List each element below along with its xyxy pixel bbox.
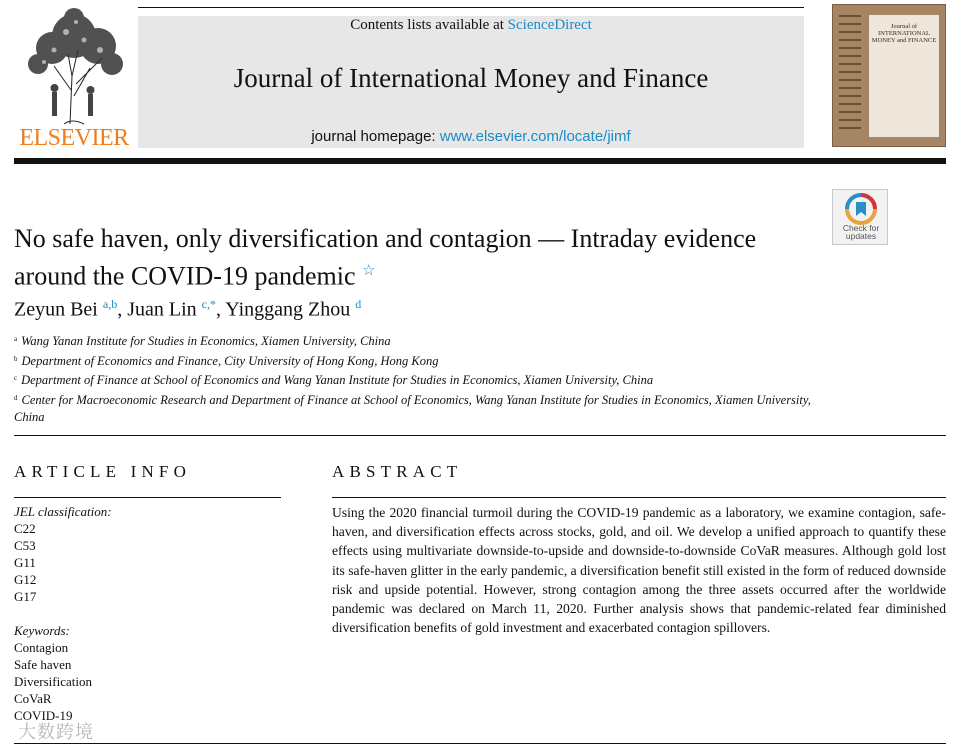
keyword-item[interactable]: Diversification [14,674,92,689]
jel-code[interactable]: G17 [14,589,37,604]
publisher-wordmark: ELSEVIER [19,125,129,151]
contents-line [138,17,804,34]
author-affiliation-mark[interactable]: c,* [201,297,216,311]
jel-label: JEL classification: [14,504,112,519]
section-divider [14,435,946,436]
header-thick-rule [14,158,946,164]
author-affiliation-mark[interactable]: d [355,297,362,311]
homepage-prefix: journal homepage: [311,128,440,145]
jel-code[interactable]: G12 [14,572,37,587]
header-top-rule [138,7,804,8]
author-affiliation-mark[interactable]: a,b [102,297,118,311]
author-name[interactable]: Yinggang Zhou [225,298,351,321]
keyword-item[interactable]: COVID-19 [14,708,73,723]
contents-prefix: Contents lists available at [350,17,508,33]
jel-code[interactable]: G11 [14,555,36,570]
journal-cover-thumbnail[interactable] [832,4,946,147]
affiliation-item: $^c$ Department of Finance at School of Economics and Wang Yanan Institute for Studies in Economics, Xiamen University, China [14,373,654,387]
author-name[interactable]: Juan Lin [127,298,197,321]
cover-contents-strip [839,15,865,137]
keyword-item[interactable]: CoVaR [14,691,52,706]
tree-icon [14,6,134,126]
journal-homepage-line [138,128,804,145]
affiliation-item: $^b$ Department of Economics and Finance, City University of Hong Kong, Hong Kong [14,353,439,368]
affiliation-item: $^d$ Center for Macroeconomic Research and Department of Finance at School of Economics, Wang Yanan Institute for Studies in Economics, Xiamen University, China [14,392,811,424]
author-separator: , [117,298,128,321]
title-footnote-star-icon[interactable]: ☆ [362,263,376,279]
author-name[interactable]: Zeyun Bei [14,298,98,321]
watermark-text: 大数跨境 [18,722,94,743]
abstract-text: Using the 2020 financial turmoil during the COVID-19 pandemic as a laboratory, we examine contagion, safe-haven, and diversification effects across stocks, gold, and oil. We develop a unified approach to quantify these effects using multivariate downside-to-upside and downside-to-downside CoVaR measures. Although gold lost its safe-haven glitter in the early pandemic, a diversification benefit still existed in the form of reduced downside risk and upside potential. However, strong contagion among the three assets occurred after the worldwide pandemic was declared on March 11, 2020. Further analysis shows that pandemic-related fear diminished diversification benefits of gold investment and exacerbated contagion spillovers. [332,505,946,636]
list-gap [14,605,281,622]
article-info-rule [14,497,281,498]
article-title [14,222,804,293]
elsevier-logo[interactable] [14,6,134,152]
keyword-item[interactable]: Safe haven [14,657,72,672]
jel-code[interactable]: C22 [14,521,36,536]
check-for-updates-button[interactable] [832,189,888,245]
keyword-item[interactable]: Contagion [14,640,69,655]
check-updates-icon [845,193,877,225]
journal-title[interactable]: Journal of International Money and Finance [233,63,709,93]
author-list [14,297,361,322]
bottom-rule [14,743,946,744]
sciencedirect-link[interactable]: ScienceDirect [507,17,592,33]
cover-title: Journal of INTERNATIONAL MONEY and FINANCE [869,15,939,137]
article-info-heading: ARTICLE INFO [14,462,192,481]
author-separator: , [215,298,226,321]
journal-homepage-link[interactable]: www.elsevier.com/locate/jimf [439,128,631,145]
keywords-label: Keywords: [14,623,70,638]
abstract-heading: ABSTRACT [332,462,463,481]
jel-code[interactable]: C53 [14,538,36,553]
affiliation-item: $^a$ Wang Yanan Institute for Studies in Economics, Xiamen University, China [14,334,391,348]
article-info-list [14,503,281,724]
abstract-rule [332,497,946,498]
check-updates-label: Check for updates [842,223,880,241]
article-title-text: No safe haven, only diversification and contagion — Intraday evidence around the COVID-19 pandemic [14,224,757,291]
affiliation-list [14,331,834,427]
